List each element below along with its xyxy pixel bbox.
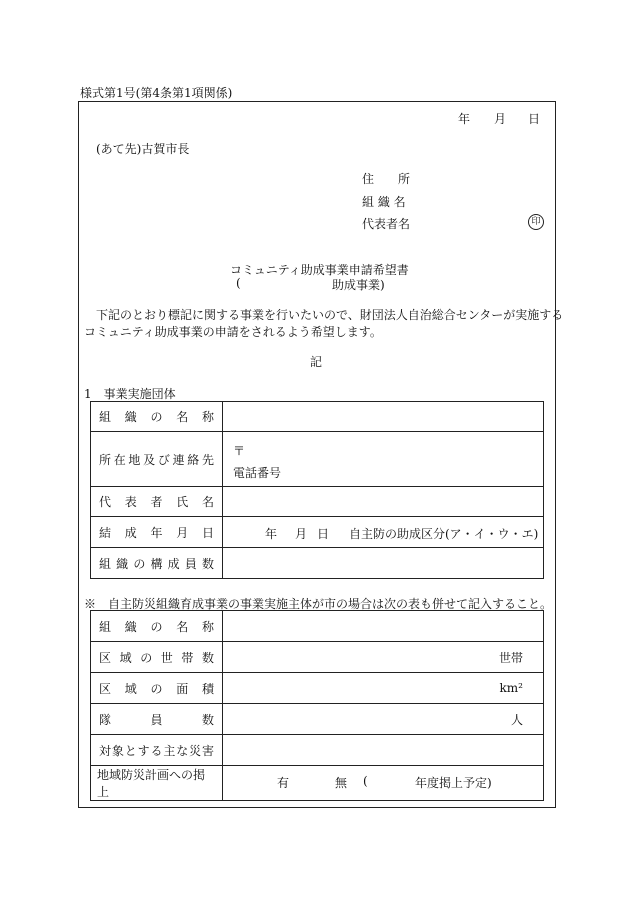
applicant-rep-label: 代表者名 bbox=[362, 217, 411, 231]
applicant-org-label: 組 織 名 bbox=[362, 195, 406, 209]
members-label: 隊員数 bbox=[91, 704, 223, 735]
org-name-label: 組織の名称 bbox=[91, 611, 223, 642]
area-cell[interactable] bbox=[223, 673, 544, 704]
formation-year: 年 bbox=[265, 527, 278, 541]
disasters-cell[interactable] bbox=[223, 735, 544, 766]
members-unit: 人 bbox=[510, 712, 523, 727]
addressee: (あて先)古賀市長 bbox=[96, 142, 190, 156]
date-year: 年 bbox=[458, 112, 471, 126]
section1-table bbox=[90, 401, 544, 579]
table-row bbox=[91, 735, 544, 766]
table-row bbox=[91, 402, 544, 432]
table-row bbox=[91, 673, 544, 704]
section2-table bbox=[90, 610, 544, 801]
title-sub-close: 助成事業) bbox=[332, 278, 385, 292]
area-unit: km² bbox=[499, 681, 523, 695]
document-title: コミュニティ助成事業申請希望書 bbox=[230, 263, 409, 277]
plan-label: 地域防災計画への掲上 bbox=[91, 766, 223, 801]
formation-date-label: 結成年月日 bbox=[91, 517, 223, 548]
plan-yes: 有 bbox=[277, 776, 290, 790]
households-label: 区域の世帯数 bbox=[91, 642, 223, 673]
org-name-cell[interactable] bbox=[223, 402, 544, 432]
date-day: 日 bbox=[528, 112, 541, 126]
section1-heading: 1 事業実施団体 bbox=[84, 387, 176, 401]
area-label: 区域の面積 bbox=[91, 673, 223, 704]
table-row bbox=[91, 704, 544, 735]
members-cell[interactable] bbox=[223, 548, 544, 579]
table-row bbox=[91, 517, 544, 548]
plan-paren: ( bbox=[363, 774, 368, 788]
formation-day: 日 bbox=[317, 527, 330, 541]
rep-name-label: 代表者氏名 bbox=[91, 487, 223, 517]
table-row bbox=[91, 642, 544, 673]
table-row bbox=[91, 487, 544, 517]
table-row bbox=[91, 611, 544, 642]
members-cell[interactable] bbox=[223, 704, 544, 735]
plan-cell[interactable] bbox=[223, 766, 544, 801]
org-name-cell[interactable] bbox=[223, 611, 544, 642]
postal-mark: 〒 bbox=[233, 443, 246, 458]
disasters-label: 対象とする主な災害 bbox=[91, 735, 223, 766]
rep-name-cell[interactable] bbox=[223, 487, 544, 517]
date-month: 月 bbox=[494, 112, 507, 126]
category-label: 自主防の助成区分(ア・イ・ウ・エ) bbox=[349, 527, 539, 541]
plan-note: 年度掲上予定) bbox=[415, 776, 492, 790]
body-line-1: 下記のとおり標記に関する事業を行いたいので、財団法人自治総合センターが実施する bbox=[96, 308, 564, 322]
location-label: 所在地及び連絡先 bbox=[91, 432, 223, 487]
location-cell[interactable] bbox=[223, 432, 544, 487]
ki-heading: 記 bbox=[310, 355, 323, 369]
formation-date-cell[interactable] bbox=[223, 517, 544, 548]
org-name-label: 組織の名称 bbox=[91, 402, 223, 432]
phone-label: 電話番号 bbox=[233, 465, 282, 480]
households-cell[interactable] bbox=[223, 642, 544, 673]
title-sub-open: ( bbox=[236, 276, 241, 290]
plan-no: 無 bbox=[335, 776, 348, 790]
members-label: 組織の構成員数 bbox=[91, 548, 223, 579]
table-row bbox=[91, 432, 544, 487]
form-label: 様式第1号(第4条第1項関係) bbox=[80, 86, 233, 100]
table-row bbox=[91, 766, 544, 801]
seal-stamp: 印 bbox=[528, 214, 544, 230]
applicant-address-label: 住 所 bbox=[362, 172, 411, 186]
table-row bbox=[91, 548, 544, 579]
formation-month: 月 bbox=[295, 527, 308, 541]
households-unit: 世帯 bbox=[498, 650, 523, 665]
note-text: ※ 自主防災組織育成事業の事業実施主体が市の場合は次の表も併せて記入すること。 bbox=[84, 597, 553, 611]
body-line-2: コミュニティ助成事業の申請をされるよう希望します。 bbox=[84, 325, 382, 339]
